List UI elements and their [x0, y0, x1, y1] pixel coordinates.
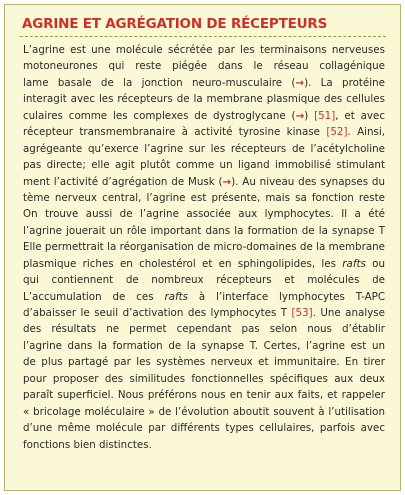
text-run: ) — [304, 109, 315, 122]
italic-term: rafts — [164, 290, 189, 303]
text-run: l’agrine dans la formation de la synapse T. Certes, l’agrine est un — [23, 339, 385, 352]
text-line — [23, 108, 385, 124]
text-line — [23, 404, 385, 420]
text-run: fonctions bien distinctes. — [23, 438, 152, 451]
text-line — [23, 272, 385, 288]
text-line — [23, 387, 385, 403]
arrow-icon: → — [295, 76, 305, 89]
text-line — [23, 157, 385, 173]
text-run: ). La protéine — [304, 76, 385, 89]
text-line — [23, 289, 385, 305]
text-line — [23, 371, 385, 387]
text-run: motoneurones qui reste piégée dans le réseau collagénique — [23, 60, 385, 73]
text-line — [23, 206, 385, 222]
text-run: culaires comme les complexes de dystroglycane ( — [23, 109, 296, 122]
text-run: . Ainsi, — [347, 126, 385, 139]
text-line — [23, 354, 385, 370]
text-run: récepteur transmembranaire à activité tyrosine kinase — [23, 126, 327, 139]
text-run: à l’interface lymphocytes T-APC — [198, 290, 385, 303]
text-run: ment l’activité d’agrégation de Musk ( — [23, 175, 223, 188]
text-run: Elle permettrait la réorganisation de micro-domaines de la membrane — [23, 241, 385, 254]
arrow-icon: → — [295, 109, 305, 122]
text-run: des résultats ne permet cependant pas selon nous d’établir — [23, 323, 385, 336]
body-text — [23, 42, 385, 482]
text-run: interagit avec les récepteurs de la membrane plasmique des cellules — [23, 93, 385, 106]
text-line — [23, 239, 385, 255]
text-run: agrégeante qu’exerce l’agrine sur les récepteurs de l’acétylcholine — [23, 142, 385, 155]
text-run: plasmique riches en cholestérol et en sphingolipides, les — [23, 257, 343, 270]
arrow-icon: → — [222, 175, 232, 188]
text-run: , et avec — [335, 109, 385, 122]
text-line — [23, 75, 385, 91]
text-line — [23, 305, 385, 321]
text-line — [23, 420, 385, 436]
citation-ref: [52] — [326, 126, 348, 139]
text-line — [23, 124, 385, 140]
text-line — [23, 58, 385, 74]
text-run: qui contiennent de nombreux récepteurs et molécules de — [23, 274, 385, 287]
text-line — [23, 321, 385, 337]
text-run: L’accumulation de ces — [23, 290, 165, 303]
text-line — [23, 256, 385, 272]
text-line — [23, 91, 385, 107]
text-run: de plus partagé par les systèmes nerveux et immunitaire. En tirer — [23, 356, 385, 369]
text-line — [23, 437, 385, 453]
text-line — [23, 338, 385, 354]
text-run: . Une analyse — [312, 307, 385, 319]
sidebar-box — [4, 4, 401, 491]
text-line — [23, 141, 385, 157]
citation-ref: [51] — [314, 109, 336, 122]
box-title: AGRINE ET AGRÉGATION DE RÉCEPTEURS — [22, 16, 328, 32]
text-run: tème nerveux central, l’agrine est présente, mais sa fonction reste — [23, 191, 385, 204]
text-run: l’agrine jouerait un rôle important dans la formation de la synapse T — [23, 224, 385, 237]
text-run: « bricolage moléculaire » de l’évolution aboutit souvent à l’utilisation — [23, 405, 385, 418]
text-run: paraît superficiel. Nous préférons nous en tenir aux faits, et rappeler — [23, 389, 385, 402]
text-run: pas directe; elle agit plutôt comme un ligand immobilisé stimulant — [23, 159, 385, 172]
text-line — [23, 223, 385, 239]
title-divider — [20, 36, 386, 37]
text-run: d’abaisser le seuil d’activation des lymphocytes T — [23, 307, 292, 319]
italic-term: rafts — [342, 257, 366, 270]
text-run: L’agrine est une molécule sécrétée par les terminaisons nerveuses — [23, 44, 385, 56]
text-line — [23, 174, 385, 190]
text-run: On trouve aussi de l’agrine associée aux lymphocytes. Il a été — [23, 208, 385, 221]
text-line — [23, 42, 385, 58]
text-run: d’une même molécule par différents types cellulaires, parfois avec — [23, 422, 385, 435]
citation-ref: [53] — [291, 307, 313, 319]
text-run: pour proposer des similitudes fonctionnelles spécifiques aux deux — [23, 372, 385, 385]
text-run: ou — [372, 257, 385, 270]
text-run: ). Au niveau des synapses du — [231, 175, 385, 188]
text-line — [23, 190, 385, 206]
text-run: lame basale de la jonction neuro-musculaire ( — [23, 76, 296, 89]
